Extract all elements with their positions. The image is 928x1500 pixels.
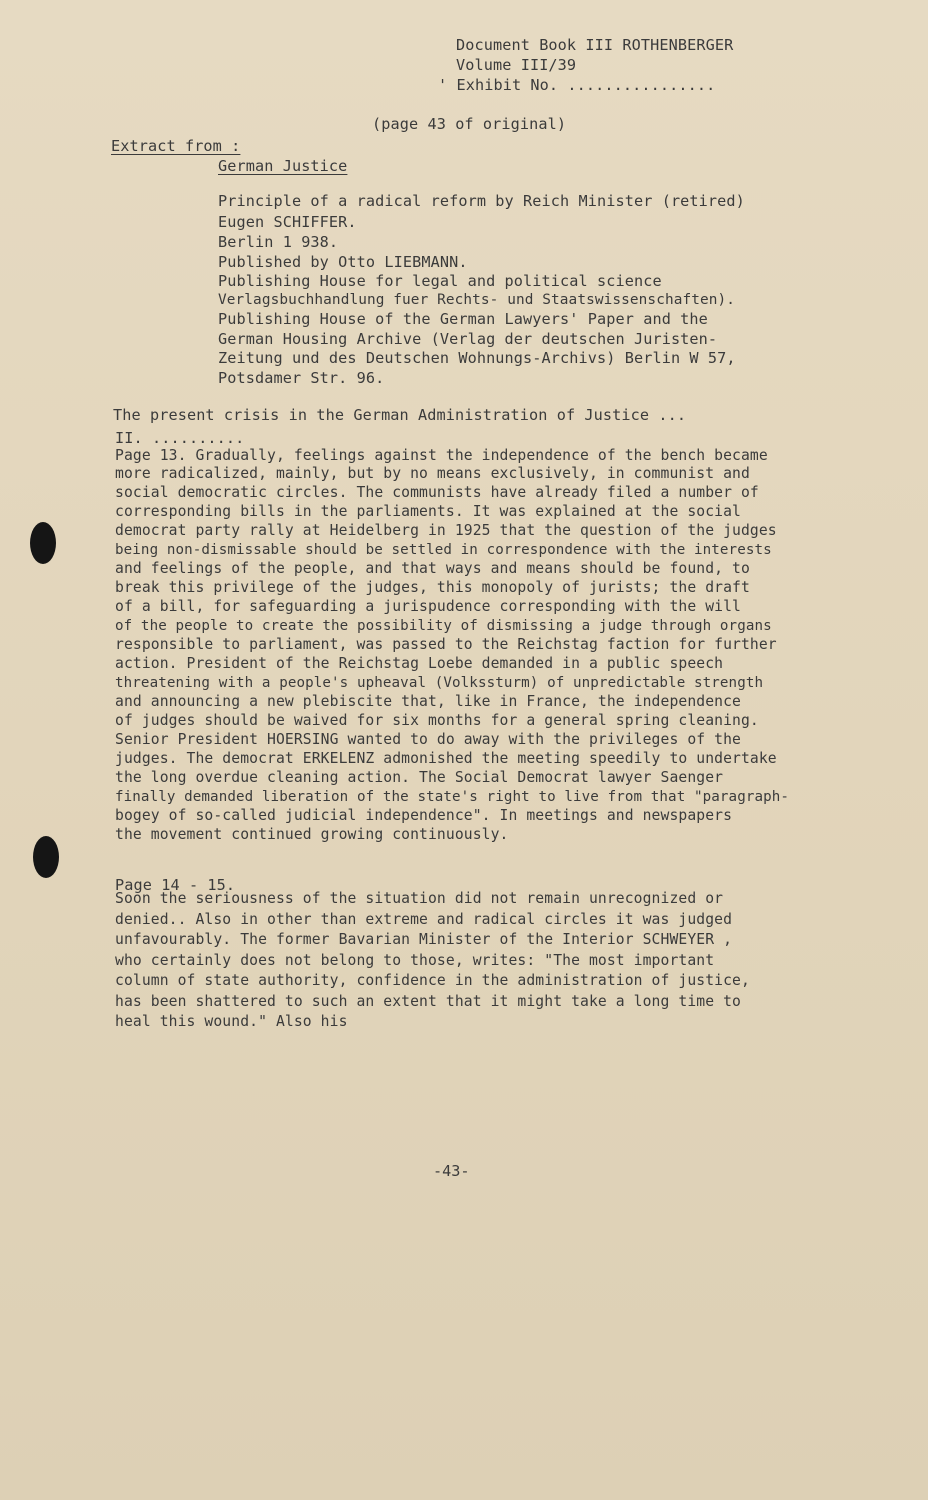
paragraph-line: democrat party rally at Heidelberg in 1925 that the question of the judges — [115, 522, 777, 539]
citation-line: Publishing House for legal and political science — [218, 272, 662, 290]
paragraph-line: denied.. Also in other than extreme and radical circles it was judged — [115, 911, 733, 928]
citation-line: Verlagsbuchhandlung fuer Rechts- und Staatswissenschaften). — [218, 292, 736, 308]
paragraph-line: action. President of the Reichstag Loebe demanded in a public speech — [115, 655, 724, 672]
paragraph-line: judges. The democrat ERKELENZ admonished the meeting speedily to undertake — [115, 750, 777, 767]
paragraph-line: bogey of so-called judicial independence". In meetings and newspapers — [115, 807, 733, 824]
source-title: German Justice — [218, 157, 348, 175]
citation-line: Zeitung und des Deutschen Wohnungs-Archivs) Berlin W 57, — [218, 349, 736, 367]
section-marker: II. .......... — [115, 429, 245, 447]
paragraph-line: threatening with a people's upheaval (Volkssturm) of unpredictable strength — [115, 675, 764, 691]
paragraph-line: and feelings of the people, and that ways and means should be found, to — [115, 560, 750, 577]
paragraph-line: heal this wound." Also his — [115, 1013, 348, 1030]
paragraph-page-header: Page 14 - 15. — [115, 876, 236, 894]
paragraph-line: finally demanded liberation of the state's right to live from that "paragraph- — [115, 789, 790, 805]
paragraph-line: more radicalized, mainly, but by no means exclusively, in communist and — [115, 465, 750, 482]
extract-label: Extract from : — [111, 137, 241, 155]
paragraph-line: Page 13. Gradually, feelings against the independence of the bench became — [115, 447, 768, 464]
punch-hole-lower — [33, 836, 59, 878]
paragraph-line: of the people to create the possibility of dismissing a judge through organs — [115, 618, 772, 634]
paragraph-line: the long overdue cleaning action. The Social Democrat lawyer Saenger — [115, 769, 724, 786]
paragraph-line: Senior President HOERSING wanted to do away with the privileges of the — [115, 731, 741, 748]
paragraph-line: column of state authority, confidence in the administration of justice, — [115, 972, 750, 989]
paragraph-line: social democratic circles. The communists have already filed a number of — [115, 484, 759, 501]
paragraph-line: Soon the seriousness of the situation did not remain unrecognized or — [115, 890, 724, 907]
paragraph-line: who certainly does not belong to those, writes: "The most important — [115, 952, 715, 969]
citation-line: Berlin 1 938. — [218, 233, 339, 251]
paragraph-line: of a bill, for safeguarding a jurispudence corresponding with the will — [115, 598, 741, 615]
paragraph-line: and announcing a new plebiscite that, like in France, the independence — [115, 693, 741, 710]
paragraph-line: being non-dismissable should be settled in correspondence with the interests — [115, 542, 772, 558]
paragraph-line: corresponding bills in the parliaments. It was explained at the social — [115, 503, 741, 520]
paragraph-line: unfavourably. The former Bavarian Minister of the Interior SCHWEYER , — [115, 931, 733, 948]
paragraph-line: break this privilege of the judges, this monopoly of jurists; the draft — [115, 579, 750, 596]
paragraph-line: the movement continued growing continuously. — [115, 826, 509, 843]
citation-line: Published by Otto LIEBMANN. — [218, 253, 468, 271]
citation-line: Publishing House of the German Lawyers' Paper and the — [218, 310, 708, 328]
citation-line: Principle of a radical reform by Reich Minister (retired) — [218, 192, 745, 210]
citation-line: Potsdamer Str. 96. — [218, 369, 385, 387]
footer-page-number: -43- — [433, 1162, 470, 1180]
citation-line: Eugen SCHIFFER. — [218, 213, 357, 231]
paragraph-line: has been shattered to such an extent that it might take a long time to — [115, 993, 741, 1010]
volume-header: Volume III/39 — [456, 56, 577, 74]
document-book-header: Document Book III ROTHENBERGER — [456, 36, 734, 54]
original-page-reference: (page 43 of original) — [372, 115, 567, 133]
exhibit-header: ' Exhibit No. ................ — [438, 76, 716, 94]
paragraph-line: responsible to parliament, was passed to the Reichstag faction for further — [115, 636, 777, 653]
punch-hole-upper — [30, 522, 56, 564]
intro-line: The present crisis in the German Administration of Justice ... — [113, 406, 687, 424]
paragraph-line: of judges should be waived for six months for a general spring cleaning. — [115, 712, 759, 729]
citation-line: German Housing Archive (Verlag der deutschen Juristen- — [218, 330, 718, 348]
